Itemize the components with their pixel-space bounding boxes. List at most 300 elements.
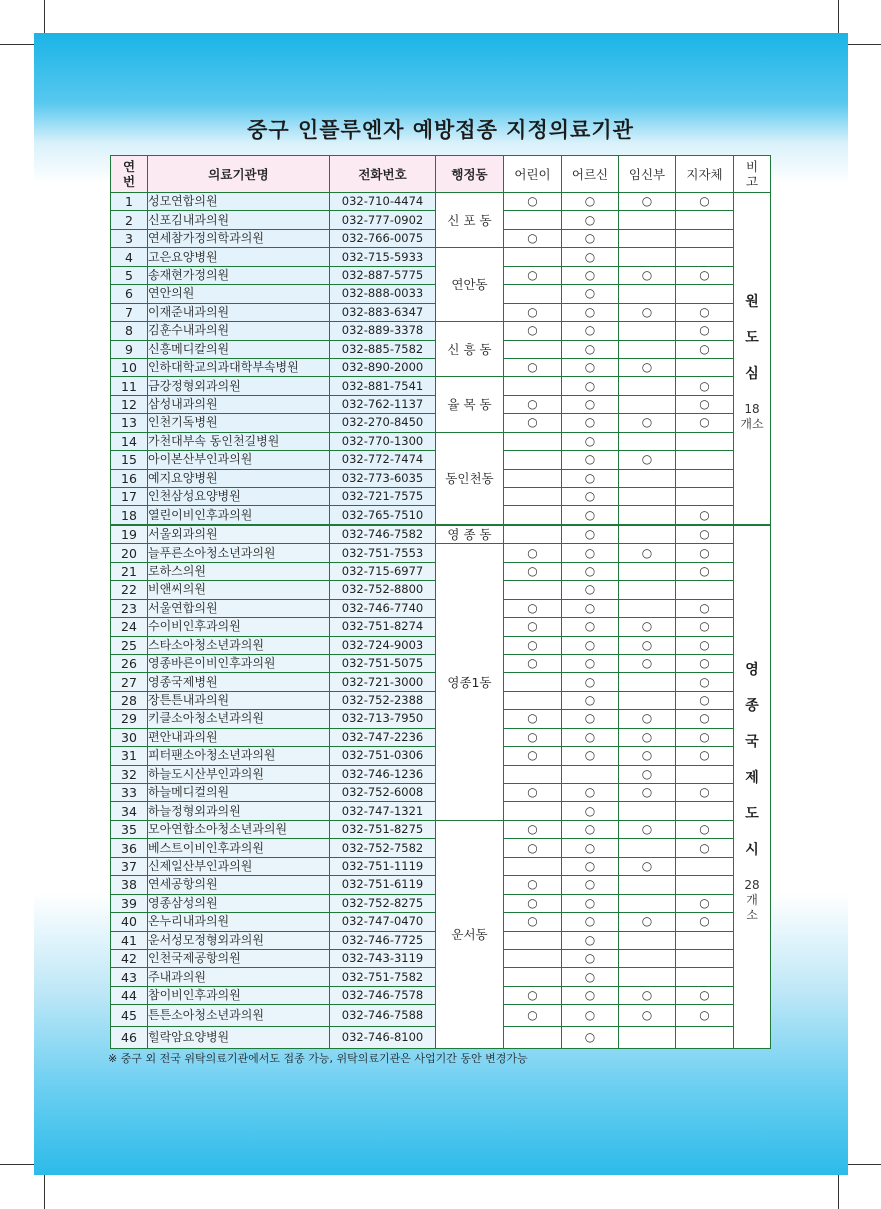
local-mark	[676, 968, 734, 986]
clinic-name: 로하스의원	[148, 562, 330, 580]
pregnant-mark	[619, 469, 676, 487]
row-number: 28	[111, 691, 148, 709]
pregnant-mark: ○	[619, 913, 676, 931]
phone-number: 032-751-6119	[330, 876, 436, 894]
child-mark: ○	[504, 986, 562, 1004]
child-mark: ○	[504, 562, 562, 580]
child-mark: ○	[504, 599, 562, 617]
pregnant-mark	[619, 562, 676, 580]
row-number: 42	[111, 949, 148, 967]
pregnant-mark	[619, 968, 676, 986]
local-mark: ○	[676, 894, 734, 912]
phone-number: 032-747-0470	[330, 913, 436, 931]
row-number: 39	[111, 894, 148, 912]
clinic-name: 고은요양병원	[148, 248, 330, 266]
local-mark: ○	[676, 562, 734, 580]
pregnant-mark: ○	[619, 784, 676, 802]
pregnant-mark: ○	[619, 654, 676, 672]
pregnant-mark: ○	[619, 857, 676, 875]
local-mark: ○	[676, 913, 734, 931]
clinic-name: 신포김내과의원	[148, 211, 330, 229]
phone-number: 032-746-8100	[330, 1027, 436, 1049]
clinic-name: 서울연합의원	[148, 599, 330, 617]
header-no: 연 번	[111, 156, 148, 193]
row-number: 33	[111, 784, 148, 802]
phone-number: 032-747-2236	[330, 728, 436, 746]
pregnant-mark	[619, 229, 676, 247]
child-mark: ○	[504, 820, 562, 838]
child-mark	[504, 1027, 562, 1049]
phone-number: 032-765-7510	[330, 506, 436, 525]
pregnant-mark	[619, 322, 676, 340]
child-mark: ○	[504, 193, 562, 211]
elder-mark: ○	[562, 968, 619, 986]
child-mark	[504, 949, 562, 967]
row-number: 35	[111, 820, 148, 838]
elder-mark: ○	[562, 211, 619, 229]
table-row	[111, 377, 771, 395]
child-mark	[504, 377, 562, 395]
clinic-name: 튼튼소아청소년과의원	[148, 1005, 330, 1027]
phone-number: 032-766-0075	[330, 229, 436, 247]
crop-mark	[44, 1175, 45, 1209]
clinic-name: 열린이비인후과의원	[148, 506, 330, 525]
row-number: 2	[111, 211, 148, 229]
phone-number: 032-743-3119	[330, 949, 436, 967]
local-mark: ○	[676, 673, 734, 691]
child-mark	[504, 525, 562, 544]
clinic-name: 이재준내과의원	[148, 303, 330, 321]
clinic-name: 신제일산부인과의원	[148, 857, 330, 875]
clinic-name: 신흥메디칼의원	[148, 340, 330, 358]
elder-mark: ○	[562, 802, 619, 820]
row-number: 44	[111, 986, 148, 1004]
local-mark: ○	[676, 654, 734, 672]
clinic-name: 예지요양병원	[148, 469, 330, 487]
table-row	[111, 544, 771, 562]
local-mark: ○	[676, 414, 734, 432]
child-mark	[504, 469, 562, 487]
elder-mark: ○	[562, 432, 619, 450]
child-mark: ○	[504, 229, 562, 247]
child-mark: ○	[504, 876, 562, 894]
elder-mark	[562, 765, 619, 783]
row-number: 8	[111, 322, 148, 340]
row-number: 11	[111, 377, 148, 395]
phone-number: 032-752-6008	[330, 784, 436, 802]
zone-label: 영 종 국 제 도 시	[745, 661, 759, 858]
dong-cell: 율 목 동	[436, 377, 504, 432]
header-dong: 행정동	[436, 156, 504, 193]
pregnant-mark	[619, 395, 676, 413]
child-mark	[504, 340, 562, 358]
phone-number: 032-888-0033	[330, 285, 436, 303]
clinic-name: 영종국제병원	[148, 673, 330, 691]
dong-cell: 신 흥 동	[436, 322, 504, 377]
phone-number: 032-746-7725	[330, 931, 436, 949]
clinic-name: 온누리내과의원	[148, 913, 330, 931]
table-header-row	[111, 156, 771, 193]
row-number: 31	[111, 747, 148, 765]
elder-mark: ○	[562, 894, 619, 912]
local-mark: ○	[676, 820, 734, 838]
row-number: 5	[111, 266, 148, 284]
child-mark	[504, 488, 562, 506]
phone-number: 032-885-7582	[330, 340, 436, 358]
pregnant-mark: ○	[619, 636, 676, 654]
header-local: 지자체	[676, 156, 734, 193]
pregnant-mark	[619, 340, 676, 358]
row-number: 22	[111, 581, 148, 599]
clinic-name: 삼성내과의원	[148, 395, 330, 413]
elder-mark: ○	[562, 525, 619, 544]
elder-mark: ○	[562, 913, 619, 931]
elder-mark: ○	[562, 414, 619, 432]
clinic-name: 운서성모정형외과의원	[148, 931, 330, 949]
child-mark: ○	[504, 303, 562, 321]
phone-number: 032-752-7582	[330, 839, 436, 857]
dong-cell: 운서동	[436, 820, 504, 1048]
phone-number: 032-752-8275	[330, 894, 436, 912]
local-mark	[676, 211, 734, 229]
elder-mark: ○	[562, 581, 619, 599]
pregnant-mark: ○	[619, 193, 676, 211]
local-mark	[676, 857, 734, 875]
elder-mark: ○	[562, 636, 619, 654]
local-mark	[676, 488, 734, 506]
row-number: 38	[111, 876, 148, 894]
row-number: 1	[111, 193, 148, 211]
child-mark	[504, 248, 562, 266]
elder-mark: ○	[562, 562, 619, 580]
elder-mark: ○	[562, 1027, 619, 1049]
crop-mark	[838, 1175, 839, 1209]
pregnant-mark	[619, 211, 676, 229]
row-number: 16	[111, 469, 148, 487]
pregnant-mark	[619, 525, 676, 544]
phone-number: 032-715-6977	[330, 562, 436, 580]
pregnant-mark	[619, 285, 676, 303]
child-mark: ○	[504, 544, 562, 562]
phone-number: 032-890-2000	[330, 358, 436, 376]
phone-number: 032-751-8274	[330, 618, 436, 636]
clinic-name: 편안내과의원	[148, 728, 330, 746]
zone-note-cell	[734, 193, 771, 525]
local-mark: ○	[676, 618, 734, 636]
phone-number: 032-713-7950	[330, 710, 436, 728]
clinic-name: 주내과의원	[148, 968, 330, 986]
child-mark: ○	[504, 839, 562, 857]
row-number: 24	[111, 618, 148, 636]
local-mark	[676, 765, 734, 783]
child-mark: ○	[504, 395, 562, 413]
page-title: 중구 인플루엔자 예방접종 지정의료기관	[247, 118, 634, 142]
elder-mark: ○	[562, 691, 619, 709]
local-mark: ○	[676, 193, 734, 211]
child-mark	[504, 581, 562, 599]
pregnant-mark: ○	[619, 358, 676, 376]
pregnant-mark	[619, 802, 676, 820]
local-mark: ○	[676, 266, 734, 284]
table-row	[111, 432, 771, 450]
child-mark: ○	[504, 654, 562, 672]
child-mark	[504, 802, 562, 820]
pregnant-mark	[619, 894, 676, 912]
elder-mark: ○	[562, 747, 619, 765]
row-number: 32	[111, 765, 148, 783]
child-mark: ○	[504, 266, 562, 284]
elder-mark: ○	[562, 358, 619, 376]
elder-mark: ○	[562, 986, 619, 1004]
child-mark	[504, 432, 562, 450]
elder-mark: ○	[562, 820, 619, 838]
clinic-name: 가천대부속 동인천길병원	[148, 432, 330, 450]
local-mark	[676, 876, 734, 894]
child-mark: ○	[504, 1005, 562, 1027]
elder-mark: ○	[562, 949, 619, 967]
elder-mark: ○	[562, 839, 619, 857]
crop-mark	[0, 44, 34, 45]
local-mark: ○	[676, 986, 734, 1004]
elder-mark: ○	[562, 931, 619, 949]
clinic-name: 인천삼성요양병원	[148, 488, 330, 506]
child-mark	[504, 451, 562, 469]
local-mark	[676, 229, 734, 247]
clinic-name: 인천국제공항의원	[148, 949, 330, 967]
child-mark: ○	[504, 414, 562, 432]
clinic-name: 베스트이비인후과의원	[148, 839, 330, 857]
phone-number: 032-752-2388	[330, 691, 436, 709]
pregnant-mark: ○	[619, 986, 676, 1004]
row-number: 14	[111, 432, 148, 450]
phone-number: 032-773-6035	[330, 469, 436, 487]
pregnant-mark: ○	[619, 765, 676, 783]
elder-mark: ○	[562, 618, 619, 636]
clinic-name: 하늘정형외과의원	[148, 802, 330, 820]
local-mark: ○	[676, 599, 734, 617]
pregnant-mark: ○	[619, 618, 676, 636]
clinic-name: 키클소아청소년과의원	[148, 710, 330, 728]
phone-number: 032-715-5933	[330, 248, 436, 266]
local-mark	[676, 581, 734, 599]
phone-number: 032-746-7582	[330, 525, 436, 544]
pregnant-mark: ○	[619, 728, 676, 746]
elder-mark: ○	[562, 340, 619, 358]
clinic-name: 인하대학교의과대학부속병원	[148, 358, 330, 376]
clinic-name: 연세참가정의학과의원	[148, 229, 330, 247]
clinic-name: 늘푸른소아청소년과의원	[148, 544, 330, 562]
clinic-name: 아이본산부인과의원	[148, 451, 330, 469]
pregnant-mark: ○	[619, 451, 676, 469]
crop-mark	[848, 44, 881, 45]
elder-mark: ○	[562, 654, 619, 672]
elder-mark: ○	[562, 285, 619, 303]
child-mark	[504, 691, 562, 709]
local-mark: ○	[676, 544, 734, 562]
pregnant-mark	[619, 839, 676, 857]
pregnant-mark: ○	[619, 747, 676, 765]
child-mark: ○	[504, 728, 562, 746]
phone-number: 032-881-7541	[330, 377, 436, 395]
local-mark: ○	[676, 395, 734, 413]
child-mark	[504, 211, 562, 229]
clinic-name: 피터팬소아청소년과의원	[148, 747, 330, 765]
phone-number: 032-751-7582	[330, 968, 436, 986]
row-number: 40	[111, 913, 148, 931]
clinic-name: 힐락암요양병원	[148, 1027, 330, 1049]
local-mark: ○	[676, 636, 734, 654]
clinic-name: 성모연합의원	[148, 193, 330, 211]
phone-number: 032-724-9003	[330, 636, 436, 654]
phone-number: 032-747-1321	[330, 802, 436, 820]
row-number: 12	[111, 395, 148, 413]
row-number: 27	[111, 673, 148, 691]
child-mark	[504, 931, 562, 949]
clinic-name: 수이비인후과의원	[148, 618, 330, 636]
phone-number: 032-770-1300	[330, 432, 436, 450]
clinic-name: 연세공항의원	[148, 876, 330, 894]
elder-mark: ○	[562, 673, 619, 691]
row-number: 36	[111, 839, 148, 857]
local-mark	[676, 802, 734, 820]
child-mark: ○	[504, 636, 562, 654]
header-phone: 전화번호	[330, 156, 436, 193]
elder-mark: ○	[562, 322, 619, 340]
pregnant-mark: ○	[619, 1005, 676, 1027]
phone-number: 032-883-6347	[330, 303, 436, 321]
local-mark: ○	[676, 340, 734, 358]
local-mark	[676, 469, 734, 487]
elder-mark: ○	[562, 876, 619, 894]
crop-mark	[848, 1164, 881, 1165]
clinic-name: 김훈수내과의원	[148, 322, 330, 340]
header-note: 비 고	[734, 156, 771, 193]
clinic-name: 참이비인후과의원	[148, 986, 330, 1004]
local-mark: ○	[676, 1005, 734, 1027]
zone-count: 18 개소	[740, 402, 764, 432]
elder-mark: ○	[562, 857, 619, 875]
phone-number: 032-751-0306	[330, 747, 436, 765]
child-mark: ○	[504, 747, 562, 765]
phone-number: 032-746-7588	[330, 1005, 436, 1027]
pregnant-mark	[619, 691, 676, 709]
row-number: 46	[111, 1027, 148, 1049]
elder-mark: ○	[562, 1005, 619, 1027]
local-mark: ○	[676, 839, 734, 857]
row-number: 37	[111, 857, 148, 875]
pregnant-mark	[619, 931, 676, 949]
pregnant-mark	[619, 673, 676, 691]
clinic-name: 서울외과의원	[148, 525, 330, 544]
elder-mark: ○	[562, 377, 619, 395]
crop-mark	[0, 1164, 34, 1165]
row-number: 23	[111, 599, 148, 617]
clinic-name: 하늘메디컬의원	[148, 784, 330, 802]
row-number: 10	[111, 358, 148, 376]
row-number: 30	[111, 728, 148, 746]
phone-number: 032-746-7578	[330, 986, 436, 1004]
elder-mark: ○	[562, 469, 619, 487]
phone-number: 032-751-5075	[330, 654, 436, 672]
local-mark: ○	[676, 784, 734, 802]
phone-number: 032-721-3000	[330, 673, 436, 691]
child-mark: ○	[504, 710, 562, 728]
pregnant-mark: ○	[619, 303, 676, 321]
child-mark: ○	[504, 894, 562, 912]
header-child: 어린이	[504, 156, 562, 193]
child-mark	[504, 673, 562, 691]
local-mark	[676, 451, 734, 469]
elder-mark: ○	[562, 506, 619, 525]
pregnant-mark	[619, 248, 676, 266]
row-number: 3	[111, 229, 148, 247]
clinic-name: 스타소아청소년과의원	[148, 636, 330, 654]
clinic-name: 연안의원	[148, 285, 330, 303]
phone-number: 032-721-7575	[330, 488, 436, 506]
zone-label: 원 도 심	[745, 294, 759, 383]
elder-mark: ○	[562, 303, 619, 321]
local-mark: ○	[676, 691, 734, 709]
dong-cell: 영 종 동	[436, 525, 504, 544]
pregnant-mark: ○	[619, 710, 676, 728]
pregnant-mark: ○	[619, 544, 676, 562]
zone-count: 28 개 소	[744, 877, 760, 922]
child-mark: ○	[504, 358, 562, 376]
child-mark	[504, 857, 562, 875]
zone-note-cell	[734, 525, 771, 1049]
table-row	[111, 193, 771, 211]
crop-mark	[838, 0, 839, 34]
row-number: 13	[111, 414, 148, 432]
pregnant-mark	[619, 488, 676, 506]
local-mark	[676, 248, 734, 266]
pregnant-mark	[619, 581, 676, 599]
row-number: 18	[111, 506, 148, 525]
header-name: 의료기관명	[148, 156, 330, 193]
elder-mark: ○	[562, 488, 619, 506]
local-mark: ○	[676, 377, 734, 395]
elder-mark: ○	[562, 229, 619, 247]
elder-mark: ○	[562, 451, 619, 469]
local-mark	[676, 1027, 734, 1049]
row-number: 26	[111, 654, 148, 672]
pregnant-mark: ○	[619, 266, 676, 284]
row-number: 6	[111, 285, 148, 303]
child-mark	[504, 765, 562, 783]
row-number: 41	[111, 931, 148, 949]
local-mark	[676, 949, 734, 967]
row-number: 34	[111, 802, 148, 820]
child-mark: ○	[504, 784, 562, 802]
local-mark	[676, 285, 734, 303]
dong-cell: 동인천동	[436, 432, 504, 525]
footnote: ※ 중구 외 전국 위탁의료기관에서도 접종 가능, 위탁의료기관은 사업기간 동안 변경가능	[108, 1052, 528, 1065]
row-number: 21	[111, 562, 148, 580]
row-number: 9	[111, 340, 148, 358]
child-mark	[504, 285, 562, 303]
child-mark: ○	[504, 618, 562, 636]
clinic-name: 하늘도시산부인과의원	[148, 765, 330, 783]
local-mark: ○	[676, 710, 734, 728]
clinic-name: 금강정형외과의원	[148, 377, 330, 395]
row-number: 17	[111, 488, 148, 506]
phone-number: 032-887-5775	[330, 266, 436, 284]
row-number: 29	[111, 710, 148, 728]
table-row	[111, 525, 771, 544]
elder-mark: ○	[562, 395, 619, 413]
row-number: 7	[111, 303, 148, 321]
phone-number: 032-777-0902	[330, 211, 436, 229]
